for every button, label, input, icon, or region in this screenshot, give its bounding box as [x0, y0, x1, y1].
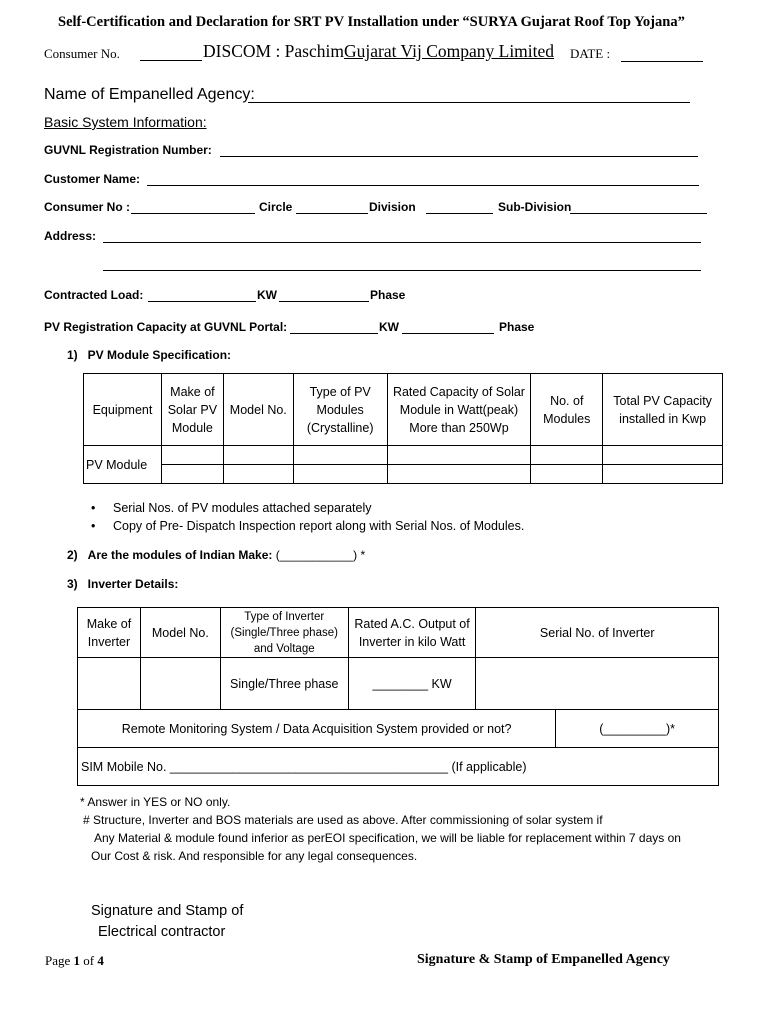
contracted-phase-label: Phase [370, 288, 406, 302]
pv-reg-phase-label: Phase [499, 320, 535, 334]
inv-col-rated-output: Rated A.C. Output of Inverter in kilo Watt [348, 608, 476, 658]
discom-name: Gujarat Vij Company Limited [343, 41, 555, 61]
pv-table-header-row [84, 374, 723, 446]
pv-cell-make[interactable] [161, 446, 223, 465]
address-field-1[interactable] [103, 242, 701, 243]
pv-col-model: Model No. [223, 374, 293, 446]
consumer-no-row-label: Consumer No : [44, 200, 131, 214]
pv-cell-model[interactable] [223, 446, 293, 465]
sim-mobile-field[interactable]: SIM Mobile No. ________________________________________ (If applicable) [78, 748, 719, 786]
sub-division-label: Sub-Division [498, 200, 572, 214]
pv-cell-count[interactable] [531, 446, 603, 465]
page-prefix: Page [45, 953, 71, 968]
circle-label: Circle [259, 200, 293, 214]
guvnl-reg-label: GUVNL Registration Number: [44, 143, 212, 157]
pv-cell-type[interactable] [293, 446, 387, 465]
consumer-no-field[interactable] [140, 60, 202, 61]
inv-col-type: Type of Inverter (Single/Three phase) and Voltage [220, 608, 348, 658]
basic-info-heading: Basic System Information: [44, 114, 207, 130]
inverter-header-row [78, 608, 719, 658]
inverter-data-row [78, 658, 719, 710]
pv-col-equipment: Equipment [84, 374, 162, 446]
structure-note-1: # Structure, Inverter and BOS materials are used as above. After commissioning of solar system if [83, 813, 603, 827]
pv-cell-rated[interactable] [387, 446, 531, 465]
contractor-signature-line-2: Electrical contractor [98, 924, 226, 940]
discom-banner [203, 41, 554, 62]
pv-col-type: Type of PV Modules (Crystalline) [293, 374, 387, 446]
pv-reg-kw-label: KW [379, 320, 399, 334]
page-current: 1 [73, 953, 81, 968]
contracted-kw-label: KW [257, 288, 277, 302]
pv-col-make: Make of Solar PV Module [161, 374, 223, 446]
pv-table-row [84, 465, 723, 484]
document-title: Self-Certification and Declaration for SRT PV Installation under “SURYA Gujarat Roof Top Yojana” [58, 14, 685, 30]
inv-cell-serial[interactable] [476, 658, 719, 710]
pv-col-rated-capacity: Rated Capacity of Solar Module in Watt(peak) More than 250Wp [387, 374, 531, 446]
remote-monitoring-row [78, 710, 719, 748]
contracted-phase-field[interactable] [279, 301, 369, 302]
agency-name-label: Name of Empanelled Agency: [44, 86, 255, 103]
pv-reg-phase-field[interactable] [402, 333, 494, 334]
structure-note-3: Our Cost & risk. And responsible for any legal consequences. [91, 849, 418, 863]
remote-monitoring-question: Remote Monitoring System / Data Acquisition System provided or not? [78, 710, 556, 748]
contracted-load-label: Contracted Load: [44, 288, 144, 302]
inv-cell-make[interactable] [78, 658, 141, 710]
pv-reg-capacity-label: PV Registration Capacity at GUVNL Portal: [44, 320, 288, 334]
sub-division-field[interactable] [570, 213, 707, 214]
inv-cell-kw[interactable]: ________ KW [348, 658, 476, 710]
pv-cell-total[interactable] [603, 446, 723, 465]
circle-field[interactable] [296, 213, 368, 214]
structure-note-2: Any Material & module found inferior as perEOI specification, we will be liable for replacement within 7 days on [94, 831, 681, 845]
inverter-heading: 3) Inverter Details: [67, 577, 179, 591]
guvnl-reg-field[interactable] [220, 156, 698, 157]
pv-row-label: PV Module [84, 446, 162, 484]
consumer-no-row-field[interactable] [131, 213, 255, 214]
inv-cell-phase: Single/Three phase [220, 658, 348, 710]
remote-monitoring-answer[interactable]: (_________)* [556, 710, 719, 748]
indian-make-question: 2) Are the modules of Indian Make: [67, 548, 273, 562]
inv-col-serial: Serial No. of Inverter [476, 608, 719, 658]
bullet-serial-nos: • Serial Nos. of PV modules attached separately [113, 501, 371, 515]
division-field[interactable] [426, 213, 493, 214]
division-label: Division [369, 200, 416, 214]
address-field-2[interactable] [103, 270, 701, 271]
agency-name-field[interactable] [248, 102, 690, 103]
page-number [45, 953, 104, 969]
date-field[interactable] [621, 61, 703, 62]
discom-prefix: DISCOM : Paschim [203, 41, 344, 61]
page-total: 4 [97, 953, 104, 968]
pv-cell-total-2[interactable] [603, 465, 723, 484]
address-label: Address: [44, 229, 97, 243]
pv-cell-type-2[interactable] [293, 465, 387, 484]
pv-reg-capacity-field[interactable] [290, 333, 378, 334]
pv-cell-model-2[interactable] [223, 465, 293, 484]
customer-name-field[interactable] [147, 185, 699, 186]
pv-module-heading: 1) PV Module Specification: [67, 348, 232, 362]
page-of: of [83, 953, 95, 968]
contracted-load-field[interactable] [148, 301, 256, 302]
inv-col-model: Model No. [140, 608, 220, 658]
consumer-no-label: Consumer No. [44, 46, 120, 61]
agency-signature: Signature & Stamp of Empanelled Agency [417, 952, 670, 967]
inv-cell-model[interactable] [140, 658, 220, 710]
pv-cell-rated-2[interactable] [387, 465, 531, 484]
customer-name-label: Customer Name: [44, 172, 141, 186]
pv-cell-count-2[interactable] [531, 465, 603, 484]
pv-col-total-capacity: Total PV Capacity installed in Kwp [603, 374, 723, 446]
inverter-table [77, 607, 719, 786]
contractor-signature-line-1: Signature and Stamp of [91, 903, 244, 919]
pv-cell-make-2[interactable] [161, 465, 223, 484]
indian-make-row [67, 548, 365, 562]
pv-module-table [83, 373, 723, 484]
answer-note: * Answer in YES or NO only. [80, 795, 231, 809]
indian-make-answer[interactable]: (___________) * [275, 548, 366, 562]
pv-col-count: No. of Modules [531, 374, 603, 446]
bullet-pre-dispatch: • Copy of Pre- Dispatch Inspection report along with Serial Nos. of Modules. [113, 519, 524, 533]
date-label: DATE : [570, 46, 611, 61]
sim-row [78, 748, 719, 786]
inv-col-make: Make of Inverter [78, 608, 141, 658]
pv-table-row [84, 446, 723, 465]
